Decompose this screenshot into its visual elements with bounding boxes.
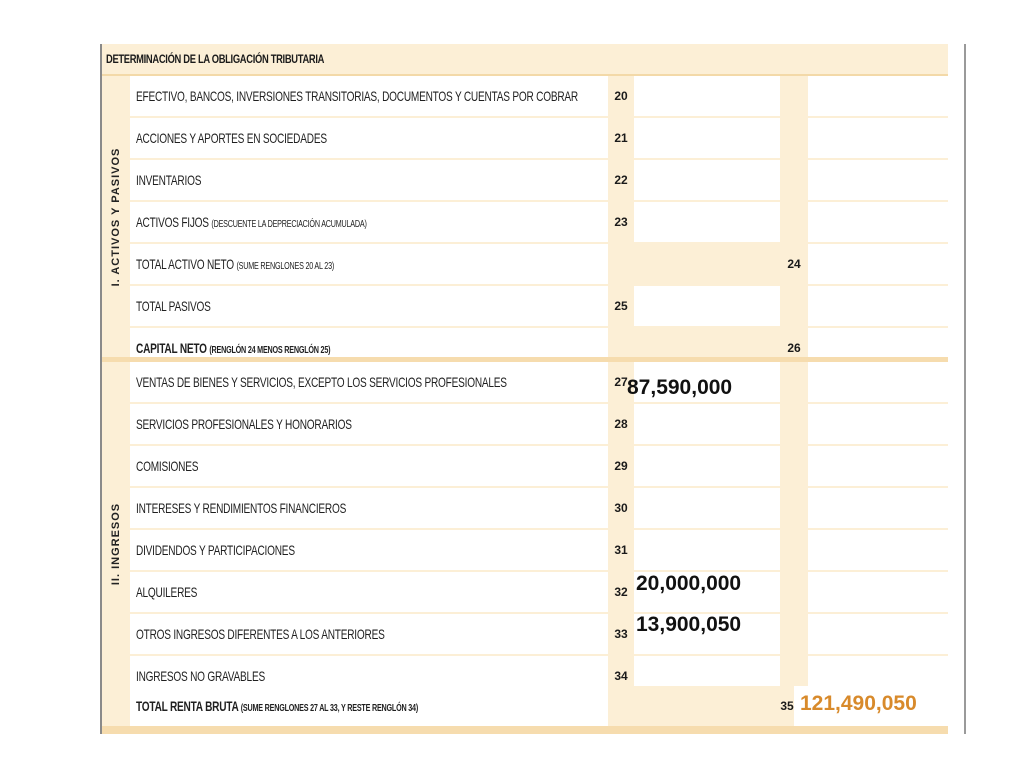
row-34-number: 34 — [608, 656, 634, 696]
row-30-input[interactable] — [634, 488, 780, 530]
row-24-number: 24 — [780, 244, 808, 284]
row-32 — [130, 572, 948, 614]
row-34-label: INGRESOS NO GRAVABLES — [136, 668, 265, 684]
page-right-border — [964, 44, 966, 734]
row-31 — [130, 530, 948, 572]
row-33-value: 13,900,050 — [636, 613, 742, 636]
section-ingresos-text: II. INGRESOS — [110, 502, 122, 586]
row-21-input[interactable] — [634, 118, 780, 160]
form-title: DETERMINACIÓN DE LA OBLIGACIÓN TRIBUTARIA — [106, 52, 325, 66]
row-24-input[interactable] — [808, 244, 948, 286]
section-activos-text: I. ACTIVOS Y PASIVOS — [110, 147, 122, 287]
row-23-number: 23 — [608, 202, 634, 242]
row-28 — [130, 404, 948, 446]
row-23-input[interactable] — [634, 202, 780, 244]
row-20-number: 20 — [608, 76, 634, 116]
tax-form — [102, 44, 948, 734]
row-21-label: ACCIONES Y APORTES EN SOCIEDADES — [136, 130, 327, 146]
row-29-input[interactable] — [634, 446, 780, 488]
row-20-label: EFECTIVO, BANCOS, INVERSIONES TRANSITORIAS, DOCUMENTOS Y CUENTAS POR COBRAR — [136, 88, 578, 104]
row-21-number: 21 — [608, 118, 634, 158]
row-35 — [130, 686, 948, 728]
row-24 — [130, 244, 948, 286]
form-header — [102, 44, 948, 76]
row-29-label: COMISIONES — [136, 458, 199, 474]
row-23 — [130, 202, 948, 244]
row-35-number: 35 — [780, 686, 794, 726]
row-20 — [130, 76, 948, 118]
row-31-number: 31 — [608, 530, 634, 570]
row-20-input[interactable] — [634, 76, 780, 118]
row-30-number: 30 — [608, 488, 634, 528]
row-22-number: 22 — [608, 160, 634, 200]
row-32-label: ALQUILERES — [136, 584, 198, 600]
row-26-label: CAPITAL NETO (RENGLÓN 24 MENOS RENGLÓN 25) — [136, 340, 331, 356]
row-25-number: 25 — [608, 286, 634, 326]
row-28-number: 28 — [608, 404, 634, 444]
row-28-label: SERVICIOS PROFESIONALES Y HONORARIOS — [136, 416, 352, 432]
row-22-label: INVENTARIOS — [136, 172, 202, 188]
row-22 — [130, 160, 948, 202]
row-25 — [130, 286, 948, 328]
section-ingresos-label — [102, 362, 130, 726]
row-33 — [130, 614, 948, 656]
row-26-number: 26 — [780, 328, 808, 368]
row-30 — [130, 488, 948, 530]
row-23-label: ACTIVOS FIJOS (DESCUENTE LA DEPRECIACIÓN ACUMULADA) — [136, 214, 367, 230]
row-31-label: DIVIDENDOS Y PARTICIPACIONES — [136, 542, 295, 558]
row-27-value: 87,590,000 — [627, 376, 733, 399]
row-27-label: VENTAS DE BIENES Y SERVICIOS, EXCEPTO LOS SERVICIOS PROFESIONALES — [136, 374, 507, 390]
row-33-number: 33 — [608, 614, 634, 654]
row-30-label: INTERESES Y RENDIMIENTOS FINANCIEROS — [136, 500, 347, 516]
bottom-strip — [102, 726, 948, 734]
row-25-label: TOTAL PASIVOS — [136, 298, 211, 314]
row-27 — [130, 362, 948, 404]
row-33-label: OTROS INGRESOS DIFERENTES A LOS ANTERIORES — [136, 626, 385, 642]
row-31-input[interactable] — [634, 530, 780, 572]
row-32-value: 20,000,000 — [636, 572, 742, 595]
row-35-label: TOTAL RENTA BRUTA (SUME RENGLONES 27 AL 33, Y RESTE RENGLÓN 34) — [136, 698, 419, 714]
row-25-input[interactable] — [634, 286, 780, 328]
row-27-number: 27 — [608, 362, 634, 402]
row-35-total-value: 121,490,050 — [800, 692, 917, 715]
row-22-input[interactable] — [634, 160, 780, 202]
row-28-input[interactable] — [634, 404, 780, 446]
row-29 — [130, 446, 948, 488]
section-activos-label — [102, 76, 130, 358]
row-29-number: 29 — [608, 446, 634, 486]
row-32-number: 32 — [608, 572, 634, 612]
row-21 — [130, 118, 948, 160]
row-24-label: TOTAL ACTIVO NETO (SUME RENGLONES 20 AL 23) — [136, 256, 335, 272]
